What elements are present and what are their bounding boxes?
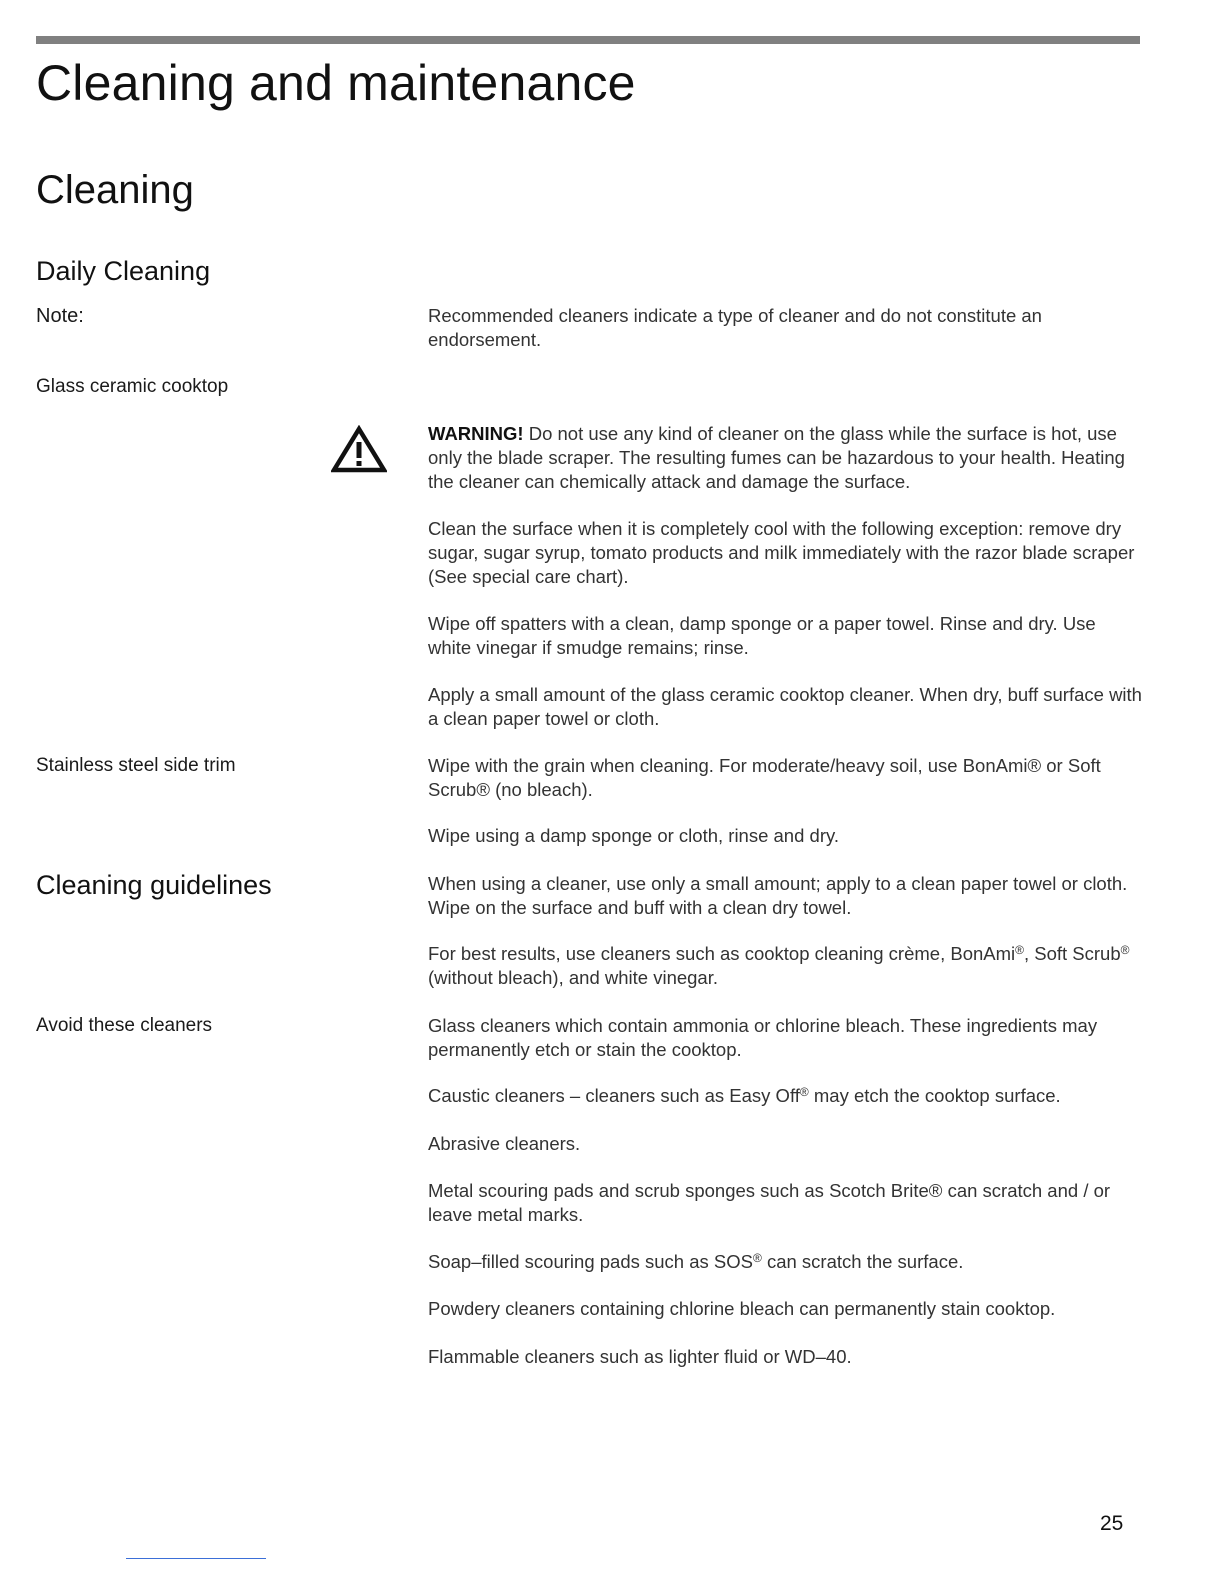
avoid-paragraph-3: Abrasive cleaners. [428,1133,581,1154]
avoid-paragraph-2: Caustic cleaners – cleaners such as Easy Off® may etch the cooktop surface. [428,1085,1061,1106]
section-heading-cleaning-guidelines: Cleaning guidelines [36,870,272,900]
registered-mark: ® [799,1085,809,1099]
avoid-paragraph-6: Powdery cleaners containing chlorine bleach can permanently stain cooktop. [428,1298,1056,1319]
steel-paragraph-1: Wipe with the grain when cleaning. For moderate/heavy soil, use BonAmi® or Soft Scrub® (no bleach). [428,755,1101,800]
warning-triangle-icon [331,425,387,473]
avoid-paragraph-5: Soap–filled scouring pads such as SOS® can scratch the surface. [428,1251,964,1272]
glass-cooktop-label: Glass ceramic cooktop [36,376,229,397]
warning-paragraph [428,422,1144,494]
glass-paragraph-3: Apply a small amount of the glass ceramic cooktop cleaner. When dry, buff surface with a clean paper towel or cloth. [428,684,1142,729]
avoid-paragraph-1: Glass cleaners which contain ammonia or chlorine bleach. These ingredients may permanently etch or stain the cooktop. [428,1015,1098,1060]
stainless-steel-label: Stainless steel side trim [36,755,236,776]
avoid-paragraph-4: Metal scouring pads and scrub sponges such as Scotch Brite® can scratch and / or leave metal marks. [428,1180,1111,1225]
registered-mark: ® [1015,943,1024,957]
subsection-heading-daily-cleaning: Daily Cleaning [36,256,211,286]
steel-paragraph-2: Wipe using a damp sponge or cloth, rinse and dry. [428,825,839,846]
guidelines-paragraph-1: When using a cleaner, use only a small amount; apply to a clean paper towel or cloth. Wipe on the surface and buff with a clean dry towel. [428,873,1128,918]
guidelines-paragraph-2: For best results, use cleaners such as cooktop cleaning crème, BonAmi®, Soft Scrub® (without bleach), and white vinegar. [428,943,1130,988]
avoid-cleaners-label: Avoid these cleaners [36,1015,213,1036]
page-number: 25 [1100,1512,1124,1535]
page-title: Cleaning and maintenance [36,55,636,111]
note-text: Recommended cleaners indicate a type of cleaner and do not constitute an endorsement. [428,305,1042,350]
glass-paragraph-1: Clean the surface when it is completely cool with the following exception: remove dry sugar, sugar syrup, tomato products and milk immediately with the razor blade scraper (See special care chart). [428,518,1135,587]
top-rule [36,36,1140,44]
section-heading-cleaning: Cleaning [36,168,194,212]
registered-mark: ® [1120,943,1130,957]
note-label: Note: [36,305,84,327]
glass-paragraph-2: Wipe off spatters with a clean, damp sponge or a paper towel. Rinse and dry. Use white vinegar if smudge remains; rinse. [428,613,1096,658]
footer-line [126,1558,266,1559]
warning-text: Do not use any kind of cleaner on the glass while the surface is hot, use only the blade scraper. The resulting fumes can be hazardous to your health. Heating the cleaner can chemically attack and damage the surface. [428,423,1125,492]
warning-label: WARNING! [428,423,524,444]
avoid-paragraph-7: Flammable cleaners such as lighter fluid or WD–40. [428,1346,852,1367]
registered-mark: ® [752,1251,762,1265]
